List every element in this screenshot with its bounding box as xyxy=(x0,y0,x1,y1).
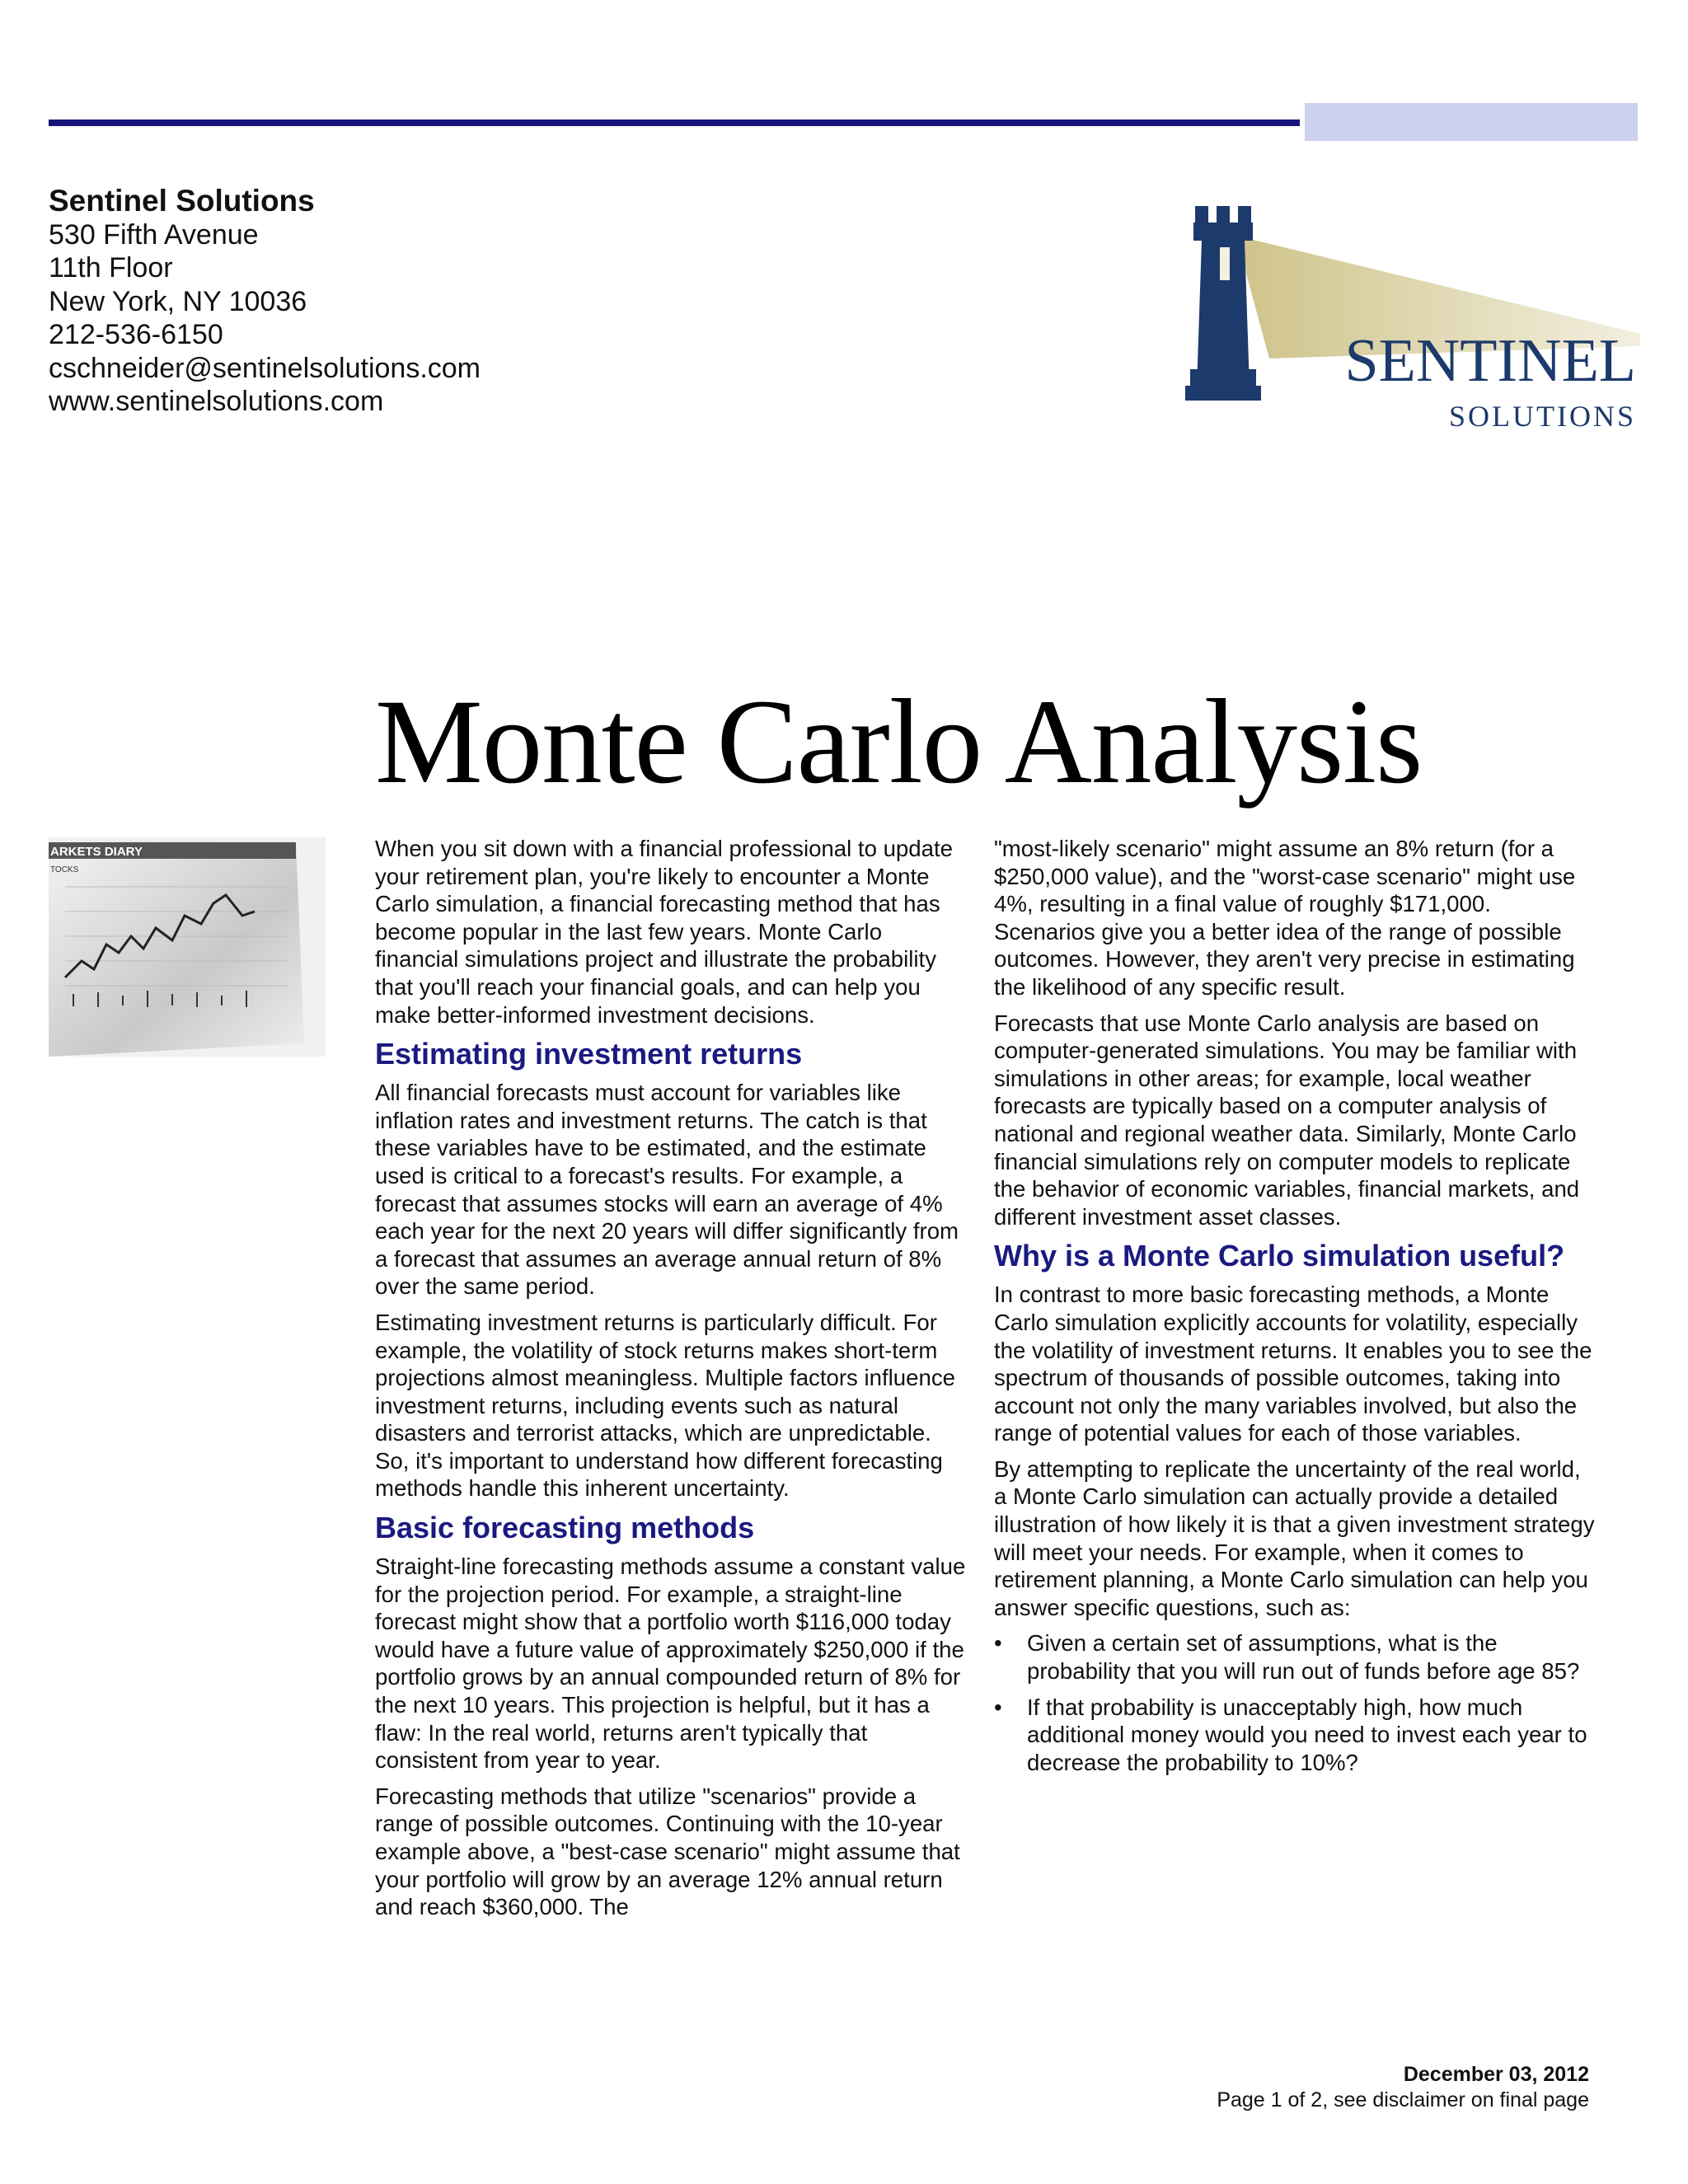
heading-estimating-returns: Estimating investment returns xyxy=(375,1037,803,1071)
website-link[interactable]: www.sentinelsolutions.com xyxy=(49,386,384,417)
paragraph: In contrast to more basic forecasting methods, a Monte Carlo simulation explicitly accounts for volatility, especially the volatility of investment returns. It enables you to see the spectrum of thousands of possible outcomes, taking into account not only the many variables involved, but also the range of potential values for each of those variables. xyxy=(994,1282,1592,1446)
address-line-2: 11th Floor xyxy=(49,252,173,284)
paragraph: Estimating investment returns is particularly difficult. For example, the volatility of stock returns makes short-term projections almost meaningless. Multiple factors influence investment returns, including events such as natural disasters and terrorist attacks, which are unpredictable. So, it's important to understand how different forecasting methods handle this inherent uncertainty. xyxy=(375,1309,955,1502)
city-line: New York, NY 10036 xyxy=(49,285,307,317)
logo-text-solutions: SOLUTIONS xyxy=(1448,400,1636,433)
paragraph: All financial forecasts must account for variables like inflation rates and investment returns. The catch is that these variables have to be estimated, and the estimate used is critical to a forecast's results. For example, a forecast that assumes stocks will earn an average of 4% each year for the next 20 years will differ significantly from a forecast that assumes an average annual return of 8% over the same period. xyxy=(375,1080,959,1300)
phone: 212-536-6150 xyxy=(49,319,223,350)
heading-basic-methods: Basic forecasting methods xyxy=(375,1511,755,1545)
bullet-icon: • xyxy=(994,1630,1002,1657)
email-link[interactable]: cschneider@sentinelsolutions.com xyxy=(49,352,481,384)
photo-caption: ARKETS DIARY xyxy=(50,845,143,859)
paragraph: Forecasts that use Monte Carlo analysis are based on computer-generated simulations. You may be familiar with simulations in other areas; for example, local weather forecasts are typically based on a computer analysis of national and regional weather data. Similarly, Monte Carlo financial simulations rely on computer models to replicate the behavior of economic variables, financial markets, and different investment asset classes. xyxy=(994,1010,1580,1230)
address-line-1: 530 Fifth Avenue xyxy=(49,218,259,251)
paragraph: By attempting to replicate the uncertainty of the real world, a Monte Carlo simulation can actually provide a detailed illustration of how likely it is that a given investment strategy will meet your needs. For example, when it comes to retirement planning, a Monte Carlo simulation can help you answer specific questions, such as: xyxy=(994,1455,1595,1620)
page-title: Monte Carlo Analysis xyxy=(375,674,1423,808)
paragraph: Straight-line forecasting methods assume a constant value for the projection period. For example, a straight-line forecast might show that a portfolio worth $116,000 today would have a future value of approximately $250,000 if the portfolio grows by an annual compounded return of 8% for the next 10 years. This projection is helpful, but it has a flaw: In the real world, returns aren't typically that consistent from year to year. xyxy=(375,1554,966,1774)
list-item-text: Given a certain set of assumptions, what is the probability that you will run out of funds before age 85? xyxy=(1027,1630,1580,1685)
header-rule-accent xyxy=(1305,103,1638,141)
page-footer xyxy=(1217,2062,1589,2113)
paragraph: Forecasting methods that utilize "scenarios" provide a range of possible outcomes. Continuing with the 10-year example above, a "best-case scenario" might assume that your portfolio will grow by an average 12% annual return and reach $360,000. The xyxy=(375,1783,960,1920)
logo-text-sentinel: SENTINEL xyxy=(1344,327,1636,395)
left-column xyxy=(375,835,968,1929)
markets-diary-photo xyxy=(49,837,326,1057)
bullet-icon: • xyxy=(994,1694,1002,1720)
company-name: Sentinel Solutions xyxy=(49,184,315,218)
tower-icon xyxy=(1185,206,1261,401)
intro-paragraph: When you sit down with a financial professional to update your retirement plan, you're likely to encounter a Monte Carlo simulation, a financial forecasting method that has become popular in the last few years. Monte Carlo financial simulations project and illustrate the probability that you'll reach your financial goals, and can help you make better-informed investment decisions. xyxy=(375,836,953,1028)
list-item-text: If that probability is unacceptably high, how much additional money would you need to invest each year to decrease the probability to 10%? xyxy=(1027,1694,1587,1775)
tower-window xyxy=(1220,247,1230,280)
list-item xyxy=(994,1694,1596,1777)
heading-why-useful: Why is a Monte Carlo simulation useful? xyxy=(994,1239,1565,1273)
sentinel-logo xyxy=(1179,198,1640,445)
list-item xyxy=(994,1629,1596,1685)
paragraph: "most-likely scenario" might assume an 8% return (for a $250,000 value), and the "worst-case scenario" might use 4%, resulting in a final value of roughly $171,000. Scenarios give you a better idea of the range of possible outcomes. However, they aren't very precise in estimating the likelihood of any specific result. xyxy=(994,836,1576,1000)
contact-block xyxy=(49,185,481,419)
footer-date: December 03, 2012 xyxy=(1403,2063,1589,2086)
question-list xyxy=(994,1629,1596,1776)
right-column xyxy=(994,835,1596,1784)
photo-caption-2: TOCKS xyxy=(50,865,79,874)
footer-page-info: Page 1 of 2, see disclaimer on final page xyxy=(1217,2088,1589,2111)
header-rule xyxy=(49,120,1300,126)
